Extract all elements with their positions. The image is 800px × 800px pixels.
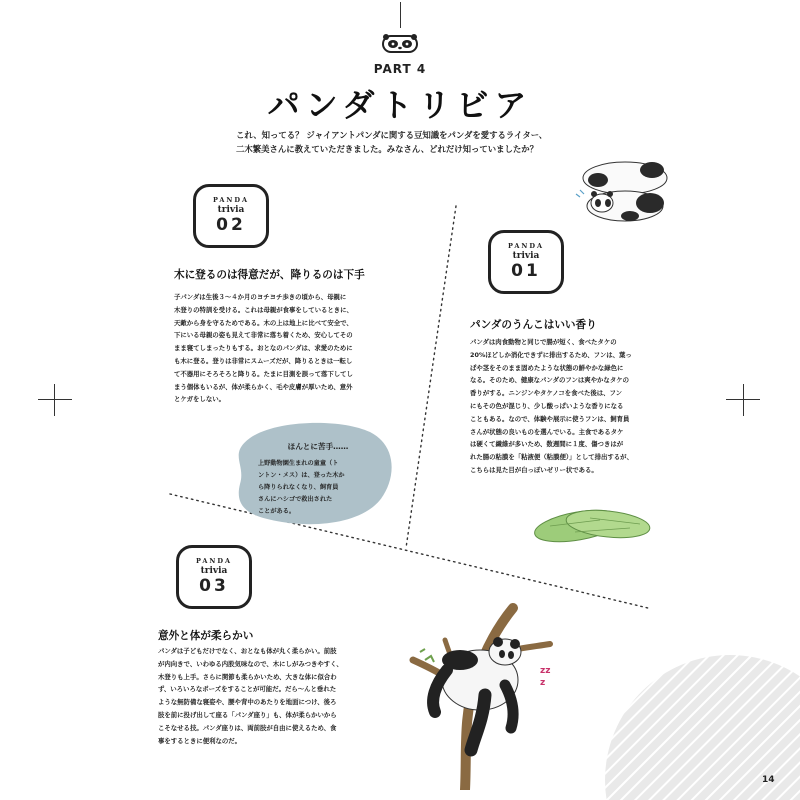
- badge-label: PANDA: [212, 196, 250, 204]
- panda-in-tree-illustration: [405, 600, 565, 790]
- body-line: にもその色が混じり、少し酸っぱいような香りになる: [470, 401, 624, 410]
- body-line: なる。そのため、健康なパンダのフンは爽やかなタケの: [470, 376, 629, 385]
- intro-line: これ、知ってる？ ジャイアントパンダに関する豆知識をパンダを愛するライター、: [236, 130, 548, 140]
- badge-label: PANDA: [507, 242, 545, 250]
- aside-line: さんにハシゴで救出された: [258, 496, 333, 503]
- trivia01-body: [470, 336, 662, 477]
- trivia03-body: [158, 645, 398, 747]
- body-line: れた腸の粘膜を「粘液便（粘膜便）」として排出するが、: [470, 453, 633, 462]
- body-line: 香りがする。ニンジンやタケノコを食べた後は、フン: [470, 389, 623, 398]
- badge-label: trivia: [217, 205, 245, 215]
- body-line: 事をするときに便利なのだ。: [158, 736, 242, 745]
- aside-line: 上野動物園生まれの童童（ト: [258, 460, 339, 467]
- trivia-badge-03: [176, 545, 252, 609]
- aside-body: [258, 458, 378, 518]
- body-line: ず、いろいろなポーズをすることが可能だ。だら～んと垂れた: [158, 685, 337, 694]
- trivia-badge-01: [488, 230, 564, 294]
- trivia01-heading: パンダのうんこはいい香り: [470, 319, 597, 331]
- aside-line: ントン・メス）は、登った木か: [258, 472, 345, 479]
- badge-number: 03: [199, 576, 229, 596]
- body-line: こちらは見た目が白っぽいゼリー状である。: [470, 465, 598, 474]
- body-line: こそなせる技。パンダ座りは、両前肢が自由に使えるため、食: [158, 723, 337, 732]
- body-line: パンダは肉食動物と同じで腸が短く、食べたタケの: [470, 338, 617, 346]
- body-line: さんが状態の良いものを選んでいる。主食であるタケ: [470, 427, 624, 436]
- body-line: ぱや茎をそのまま固めたような状態の鮮やかな緑色に: [470, 363, 624, 372]
- body-line: こともある。なので、体験や展示に使うフンは、飼育員: [470, 414, 630, 423]
- body-line: 天敵から身を守るためである。木の上は地上に比べて安全で、: [174, 318, 353, 327]
- body-line: まう個体もいるが、体が柔らかく、毛や皮膚が厚いため、意外: [174, 382, 353, 391]
- aside-title: ほんとに苦手……: [287, 442, 349, 451]
- aside-line: ことがある。: [258, 508, 296, 515]
- body-line: パンダは子どもだけでなく、おとなも体が丸く柔らかい。前肢: [158, 647, 337, 655]
- page-title: パンダトリビア: [267, 86, 533, 124]
- body-line: 20%ほどしか消化できずに排出するため、フンは、葉っ: [470, 350, 632, 359]
- body-line: とケガをしない。: [174, 395, 225, 404]
- body-line: 木登りの特訓を受ける。これは母親が食事をしているときに、: [174, 305, 353, 314]
- trivia02-body: [174, 291, 434, 406]
- badge-label: trivia: [512, 251, 540, 261]
- body-line: 下にいる母親の姿も見えて非常に落ち着くため、安心してその: [174, 331, 353, 340]
- badge-number: 02: [216, 215, 246, 235]
- trivia-badge-02: [193, 184, 269, 248]
- part-label: PART 4: [373, 62, 427, 76]
- page-number: 14: [762, 775, 775, 785]
- badge-label: trivia: [200, 566, 228, 576]
- body-line: て不器用にそろそろと降りる。たまに目測を誤って落下してし: [174, 369, 353, 378]
- body-line: が内向きで、いわゆる内股気味なので、木にしがみつきやすく、: [158, 659, 343, 668]
- body-line: 子パンダは生後３～４か月のヨチヨチ歩きの頃から、母親に: [174, 293, 347, 301]
- body-line: も木に登る。登りは非常にスムーズだが、降りるときは一転し: [174, 356, 353, 365]
- body-line: まま寝てしまったりもする。おとなのパンダは、求愛のために: [174, 344, 353, 353]
- aside-line: ら降りられなくなり、飼育員: [258, 484, 339, 491]
- sleep-zzz-text: zzz: [540, 666, 551, 688]
- body-line: 肢を前に投げ出して座る「パンダ座り」も、体が柔らかいから: [158, 710, 337, 719]
- body-line: は硬くて繊維が多いため、数週間に１度、傷つきはが: [470, 440, 624, 449]
- trivia03-heading: 意外と体が柔らかい: [158, 630, 254, 642]
- trivia02-heading: 木に登るのは得意だが、降りるのは下手: [174, 269, 365, 281]
- badge-label: PANDA: [195, 557, 233, 565]
- badge-number: 01: [511, 261, 541, 281]
- body-line: 木登りも上手。さらに関節も柔らかいため、大きな体に似合わ: [158, 672, 337, 681]
- intro-line: 二木繁美さんに教えていただきました。みなさん、どれだけ知っていましたか？: [236, 144, 539, 154]
- body-line: ような無防備な寝姿や、腰や背中のあたりを地面につけ、後ろ: [158, 698, 337, 707]
- panda-droppings-illustration: [530, 498, 655, 550]
